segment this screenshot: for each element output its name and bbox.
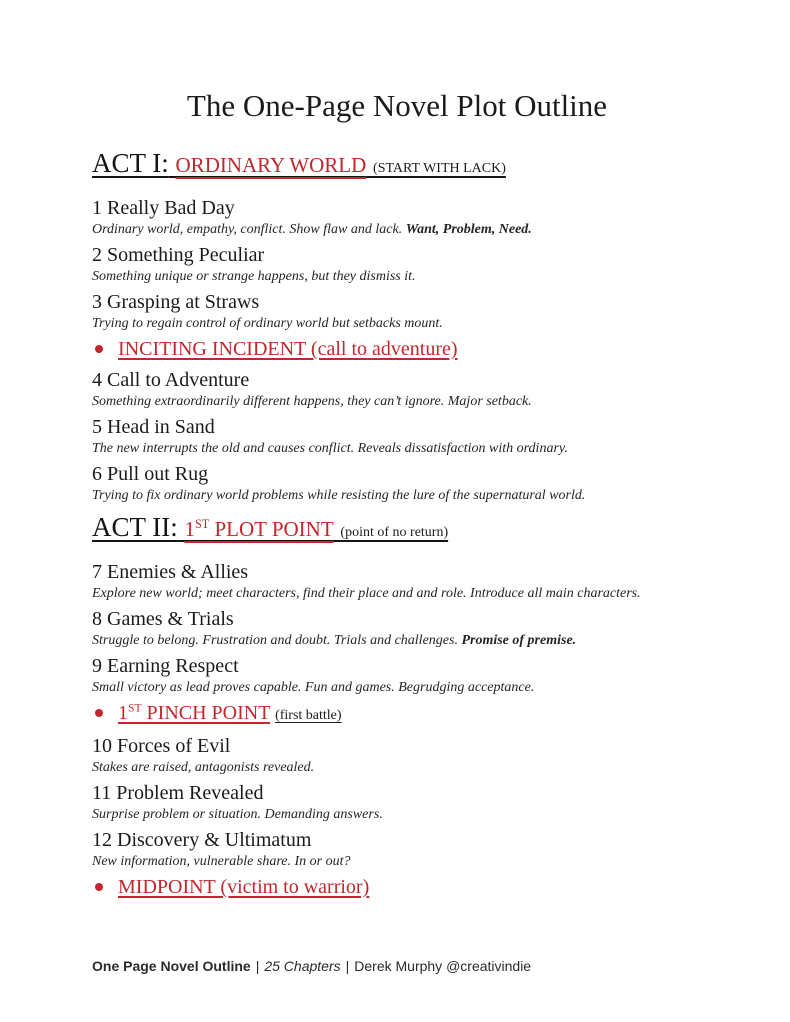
chapter-number: 5: [92, 416, 102, 438]
focus-ordinal-suffix: ST: [195, 517, 210, 531]
desc-text: New information, vulnerable share. In or out?: [92, 854, 351, 869]
footer-separator: |: [345, 958, 350, 974]
chapter-5-title: [92, 415, 702, 440]
milestone-midpoint: [92, 875, 702, 900]
chapter-3: [92, 290, 702, 332]
chapter-11-title: [92, 781, 702, 806]
footer-author: Derek Murphy @creativindie: [354, 958, 532, 974]
chapter-number: 4: [92, 369, 102, 391]
milestone-inciting-incident: [92, 337, 702, 362]
chapter-4-desc: [92, 393, 702, 410]
desc-text: Stakes are raised, antagonists revealed.: [92, 760, 315, 775]
milestone-ordinal-suffix: ST: [128, 701, 142, 715]
milestone-text: INCITING INCIDENT (call to adventure): [118, 338, 458, 360]
chapter-4-title: [92, 368, 702, 393]
chapter-number: 11: [92, 782, 112, 804]
footer-chapter-count: 25 Chapters: [264, 958, 341, 974]
chapter-number: 7: [92, 561, 102, 583]
chapter-number: 6: [92, 463, 102, 485]
chapter-name: Head in Sand: [107, 416, 215, 438]
act-1-label: ACT I:: [92, 148, 169, 178]
chapter-1-desc: [92, 221, 702, 238]
chapter-8-desc: [92, 632, 702, 649]
act-1-focus: ORDINARY WORLD: [175, 153, 367, 177]
chapter-6-title: [92, 462, 702, 487]
chapter-2: [92, 243, 702, 285]
chapter-number: 2: [92, 244, 102, 266]
chapter-8-title: [92, 607, 702, 632]
bullet-icon: [95, 883, 103, 891]
milestone-rest: PINCH POINT: [141, 702, 271, 724]
milestone-text: MIDPOINT (victim to warrior): [118, 876, 370, 898]
chapter-7: [92, 560, 702, 602]
chapter-5-desc: [92, 440, 702, 457]
chapter-10-title: [92, 734, 702, 759]
chapter-6: [92, 462, 702, 504]
chapter-11: [92, 781, 702, 823]
chapter-name: Discovery & Ultimatum: [117, 829, 312, 851]
chapter-6-desc: [92, 487, 702, 504]
chapter-name: Problem Revealed: [116, 782, 264, 804]
chapter-name: Games & Trials: [107, 608, 234, 630]
desc-text: Struggle to belong. Frustration and doubt. Trials and challenges.: [92, 633, 458, 648]
bullet-icon: [95, 709, 103, 717]
page-title: The One-Page Novel Plot Outline: [186, 88, 608, 123]
desc-text: Surprise problem or situation. Demanding answers.: [92, 807, 383, 822]
chapter-2-title: [92, 243, 702, 268]
desc-text: Something unique or strange happens, but they dismiss it.: [92, 269, 416, 284]
chapter-3-title: [92, 290, 702, 315]
chapter-number: 12: [92, 829, 112, 851]
chapter-12-title: [92, 828, 702, 853]
chapter-10-desc: [92, 759, 702, 776]
chapter-number: 10: [92, 735, 112, 757]
chapter-name: Call to Adventure: [107, 369, 250, 391]
footer-doc-name: One Page Novel Outline: [92, 958, 251, 974]
chapter-number: 8: [92, 608, 102, 630]
chapter-11-desc: [92, 806, 702, 823]
act-2-heading: [92, 510, 702, 550]
chapter-12-desc: [92, 853, 702, 870]
chapter-2-desc: [92, 268, 702, 285]
desc-text: Something extraordinarily different happens, they can’t ignore. Major setback.: [92, 394, 532, 409]
desc-bold-text: Promise of premise.: [461, 633, 577, 648]
chapter-5: [92, 415, 702, 457]
act-2-label: ACT II:: [92, 512, 178, 542]
chapter-name: Grasping at Straws: [107, 291, 260, 313]
chapter-8: [92, 607, 702, 649]
chapter-name: Pull out Rug: [107, 463, 209, 485]
chapter-4: [92, 368, 702, 410]
chapter-9-title: [92, 654, 702, 679]
footer-separator: |: [255, 958, 260, 974]
act-2-qualifier: (point of no return): [340, 525, 449, 540]
act-1-qualifier: (START WITH LACK): [373, 161, 506, 176]
chapter-1-title: [92, 196, 702, 221]
desc-bold-text: Want, Problem, Need.: [405, 222, 532, 237]
chapter-3-desc: [92, 315, 702, 332]
chapter-number: 3: [92, 291, 102, 313]
chapter-7-desc: [92, 585, 702, 602]
act-2-focus: [185, 517, 334, 541]
chapter-9: [92, 654, 702, 696]
milestone-first-pinch-point: [92, 701, 702, 728]
chapter-name: Forces of Evil: [117, 735, 231, 757]
desc-text: Ordinary world, empathy, conflict. Show flaw and lack.: [92, 222, 403, 237]
chapter-name: Enemies & Allies: [107, 561, 249, 583]
chapter-10: [92, 734, 702, 776]
milestone-qualifier: (first battle): [275, 708, 342, 723]
chapter-number: 1: [92, 197, 102, 219]
milestone-text: [118, 702, 270, 724]
focus-text: PLOT POINT: [209, 517, 334, 541]
milestone-number: 1: [118, 702, 128, 724]
chapter-7-title: [92, 560, 702, 585]
desc-text: Trying to fix ordinary world problems while resisting the lure of the supernatural world.: [92, 488, 586, 503]
chapter-number: 9: [92, 655, 102, 677]
chapter-1: [92, 196, 702, 238]
chapter-name: Earning Respect: [107, 655, 239, 677]
chapter-name: Something Peculiar: [107, 244, 265, 266]
desc-text: The new interrupts the old and causes conflict. Reveals dissatisfaction with ordinary.: [92, 441, 568, 456]
chapter-name: Really Bad Day: [107, 197, 235, 219]
desc-text: Explore new world; meet characters, find their place and and role. Introduce all main characters.: [92, 586, 641, 601]
desc-text: Trying to regain control of ordinary world but setbacks mount.: [92, 316, 443, 331]
page-footer: [92, 958, 531, 974]
focus-number: 1: [184, 517, 195, 541]
desc-text: Small victory as lead proves capable. Fun and games. Begrudging acceptance.: [92, 680, 535, 695]
chapter-9-desc: [92, 679, 702, 696]
chapter-12: [92, 828, 702, 870]
act-1-heading: [92, 146, 702, 186]
bullet-icon: [95, 345, 103, 353]
